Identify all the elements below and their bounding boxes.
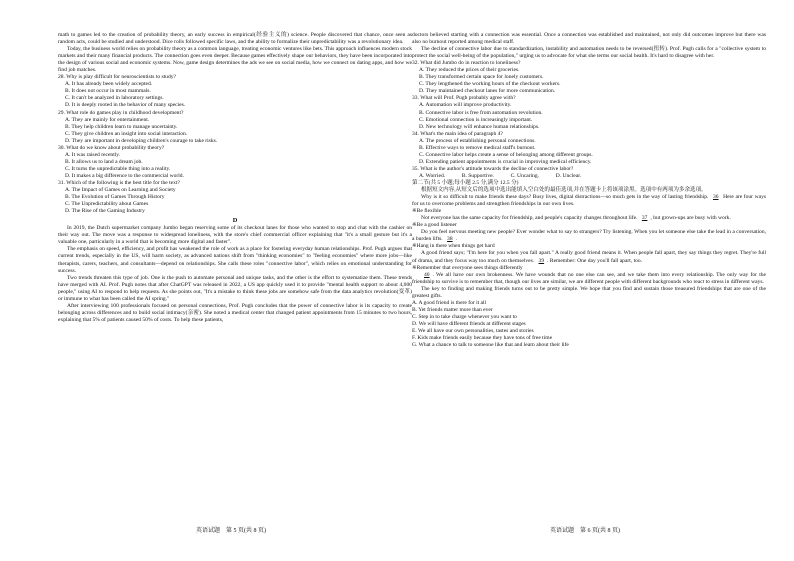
option-b: B. They transformed certain space for lonely customers. — [419, 74, 544, 81]
option-a: A. They reduced the prices of their groceries. — [419, 67, 520, 74]
option-c: C. Connective labor helps create a sense of belonging among different groups. — [419, 151, 593, 158]
intro-paragraph-1: math to games led to the creation of probability theory, an early success in empirical(经验主义的) science. People discovered that chance, once seen as random acts, could be studied and understood. Dice rolls followed specific laws, and the ability to formalize their unpredictability was a revolutionary idea. — [58, 32, 412, 46]
right-column — [412, 32, 766, 349]
cloze-option-f: F. Kids make friends easily because they have tons of free time — [412, 335, 553, 342]
option-a: A. The process of establishing personal connections. — [419, 137, 536, 144]
cloze-text: . — [455, 236, 457, 243]
question-stem: 29. What role do games play in childhood development? — [58, 109, 184, 116]
cloze-options — [412, 300, 766, 349]
option-d: D. It is deeply rooted in the behavior of many species. — [65, 102, 186, 109]
question-35 — [412, 166, 766, 180]
cloze-paragraph-2 — [412, 215, 766, 222]
cloze-option-d: D. We will have different friends at different stages — [412, 320, 526, 327]
option-d: D. They maintained checkout lanes for more communication. — [419, 88, 556, 95]
option-d: D. New technology will enhance human relationships. — [419, 123, 540, 130]
question-stem: 30. What do we know about probability theory? — [58, 144, 165, 151]
option-a: A. Automation will improve productivity. — [419, 102, 512, 109]
cloze-option-e: E. We all have our own personalities, tastes and stories — [412, 327, 534, 334]
option-b: B. Connective labor is free from automation revolution. — [419, 109, 543, 116]
question-stem: 32. What did Jumbo do in reaction to loneliness? — [412, 60, 521, 67]
cloze-paragraph-6: The key to finding and making friends turns out to be pretty simple. We hope that you find and sustain those treasured friendships that are one of the greatest gifts. — [412, 285, 766, 299]
question-stem: 34. What's the main idea of paragraph 4? — [412, 130, 503, 137]
cloze-option-b: B. Yet friends matter more than ever — [412, 306, 493, 313]
question-33 — [412, 95, 766, 130]
cloze-option-c: C. Step in to take charge whenever you want to — [412, 313, 517, 320]
question-34 — [412, 131, 766, 166]
question-stem: 31. Which of the following is the best title for the text? — [58, 179, 180, 186]
option-a: A. It was raised recently. — [65, 151, 121, 158]
passage-d-paragraph-5: The decline of connective labor due to standardization, instability and automation needs to be reversed(扭转). Prof. Pugh calls for a "collective system to protect the social well-being of the population," urging us to advocate for what she terms our social health. It's hard to disagree with her. — [412, 46, 766, 60]
option-a: A. They are mainly for entertainment. — [65, 116, 150, 123]
passage-d-paragraph-3: Two trends threaten this type of job. One is the push to automate personal and unique tasks, and the other is the effort to systematize them. These trends have merged with AI. Prof. Pugh notes that after ChatGPT was released in 2022, a US app quickly used it to provide "mental health support to about 4,000 people," using AI to respond to help requests. As she points out, "It's a mistake to think these jobs are somehow safe from the data analytics revolution(变革) or immune to what has been called the AI spring." — [58, 274, 412, 302]
question-30 — [58, 145, 412, 180]
left-column — [58, 32, 412, 324]
option-b: B. It allows us to land a dream job. — [65, 158, 143, 165]
section-2-heading: 第二节(共 5 小题;每小题 2.5 分,满分 12.5 分) — [412, 179, 519, 186]
tip-heading-3: ※Hang in there when things get hard — [412, 243, 495, 250]
question-31 — [58, 180, 412, 215]
question-29 — [58, 110, 412, 145]
option-b: B. Effective ways to remove medical staff's burnout. — [419, 144, 536, 151]
page-footer-left: 英语试题 第 5 页(共 8 页) — [196, 528, 266, 534]
passage-d-paragraph-4: After interviewing 100 professionals focused on personal connections, Prof. Pugh concludes that the power of connective labor is its capacity to create belonging across differences and to build social intimacy(亲密). She noted a medical center that changed patient appointments from 15 minutes to two hours, explaining that 5% of patients caused 50% of costs. To help these patients, — [58, 302, 412, 323]
option-c: C. They lengthened the working hours of the checkout workers. — [419, 81, 561, 88]
cloze-text: , but grown-ups are busy with work. — [650, 215, 731, 222]
option-a: A. The Impact of Games on Learning and Society — [65, 187, 176, 194]
section-d-heading: D — [232, 217, 238, 225]
option-c: C. They give children an insight into social interaction. — [65, 130, 188, 137]
passage-d-paragraph-1: In 2019, the Dutch supermarket company Jumbo began reserving some of its checkout lanes for those who wanted to stop and chat with the cashier on their way out. The move was a response to widespread loneliness, with the store's chief commercial officer explaining that "it's a small gesture but it's a valuable one, particularly in a world that is becoming more digital and faster". — [58, 225, 412, 246]
question-stem: 33. What will Prof. Pugh probably agree with? — [412, 95, 516, 102]
blank-38: 38 — [447, 236, 453, 243]
cloze-paragraph-4 — [412, 250, 766, 264]
cloze-option-g: G. What a chance to talk to someone like that and learn about their life — [412, 342, 569, 349]
cloze-paragraph-1 — [412, 194, 766, 208]
tip-heading-1: ※Be flexible — [412, 208, 442, 215]
tip-heading-2: ※Be a good listener — [412, 222, 457, 229]
blank-37: 37 — [641, 215, 648, 222]
option-a: A. It has already been widely accepted. — [65, 81, 153, 88]
passage-d-paragraph-2: The emphasis on speed, efficiency, and profit has weakened the role of work as a place for fostering everyday human relationships. Prof. Pugh argues that current trends, especially in the US, will harm society, as advanced nations shift from "thinking economies" to "feeling economies" where more jobs—like therapists, carers, teachers, and consultants—depend on relationships. She calls these roles "connective labor", which relies on emotional understanding for success. — [58, 246, 412, 274]
cloze-text: Not everyone has the same capacity for friendship, and people's capacity changes throughout life. — [421, 215, 638, 222]
cloze-text: Here are four ways for us to overcome problems and strengthen friendships in our own lives. — [412, 194, 766, 208]
cloze-text: . Remember: One day you'll fall apart, too. — [547, 257, 643, 264]
option-b: B. They help children learn to manage uncertainty. — [65, 123, 178, 130]
cloze-text: Do you feel nervous meeting new people? Ever wonder what to say to strangers? Try listening. When you let someone else take the lead in a conversation, a burden lifts. — [412, 229, 766, 243]
question-stem: 35. What is the author's attitude towards the decline of connective labor? — [412, 165, 574, 172]
option-d: D. Extending patient appointments is crucial in improving medical efficiency. — [419, 158, 592, 165]
option-c: C. It turns the unpredictable thing into a reality. — [65, 165, 171, 172]
cloze-text: Why is it so difficult to make friends these days? Busy lives, digital distractions—so much gets in the way of lasting friendship. — [421, 194, 709, 201]
question-28 — [58, 74, 412, 109]
option-d: D. They are important in developing children's courage to take risks. — [65, 137, 218, 144]
question-32 — [412, 60, 766, 95]
option-c: C. It can't be analyzed in laboratory settings. — [65, 95, 164, 102]
option-d: D. It makes a big difference to the commercial world. — [65, 172, 184, 179]
page-footer-right: 英语试题 第 6 页(共 8 页) — [550, 528, 620, 534]
blank-39: 39 — [538, 257, 545, 264]
cloze-text: . We all have our own brokenness. We have wounds that no one else can see, and we take them into every relationship. The only way for the friendship to survive is to remember that, though our lives are similar, we are different people with different backgrounds who react to stress in different ways. — [412, 271, 766, 285]
cloze-passage — [412, 194, 766, 300]
passage-d-paragraph-4-cont: doctors believed starting with a connection was essential. Once a connection was established and maintained, not only did outcomes improve but there was also no burnout reported among medical staff. — [412, 32, 766, 46]
section-2-instructions: 根据短文内容,从短文后的选项中选出能填入空白处的最佳选项,并在答题卡上将该项涂黑。选项中有两项为多余选项。 — [421, 187, 707, 194]
intro-paragraph-2: Today, the business world relies on probability theory as a common language, treating economic ventures like bets. This approach influences modern stock markets and their many financial products. The connection goes even deeper. Because games effectively shape our behaviors, they have been incorporated into the design of various social and economic systems. Now, game design determines the ads we see on social media, how we connect on dating apps, and how we find job matches. — [58, 46, 412, 74]
options-inline: A. Worried. B. Supportive. C. Uncaring. D. Unclear. — [419, 172, 582, 179]
blank-40: 40 — [424, 271, 430, 278]
option-c: C. Emotional connection is increasingly important. — [419, 116, 533, 123]
option-b: B. The Evolution of Games Through History — [65, 194, 165, 201]
option-c: C. The Unpredictability about Games — [65, 201, 149, 208]
cloze-paragraph-5 — [412, 272, 766, 286]
blank-36: 36 — [712, 194, 719, 201]
tip-heading-4: ※Remember that everyone sees things differently — [412, 264, 523, 271]
option-b: B. It does not occur in most mammals. — [65, 88, 151, 95]
option-d: D. The Rise of the Gaming Industry — [65, 208, 145, 215]
cloze-option-a: A. A good friend is there for it all — [412, 299, 487, 306]
question-stem: 28. Why is play difficult for neuroscientists to study? — [58, 74, 176, 81]
cloze-text: A good friend says; "I'm here for you when you fall apart." A really good friend means it. When people fall apart, they say things they regret. They're full of drama, and they focus way too much on themselves. — [412, 250, 766, 264]
cloze-paragraph-3 — [412, 229, 766, 243]
